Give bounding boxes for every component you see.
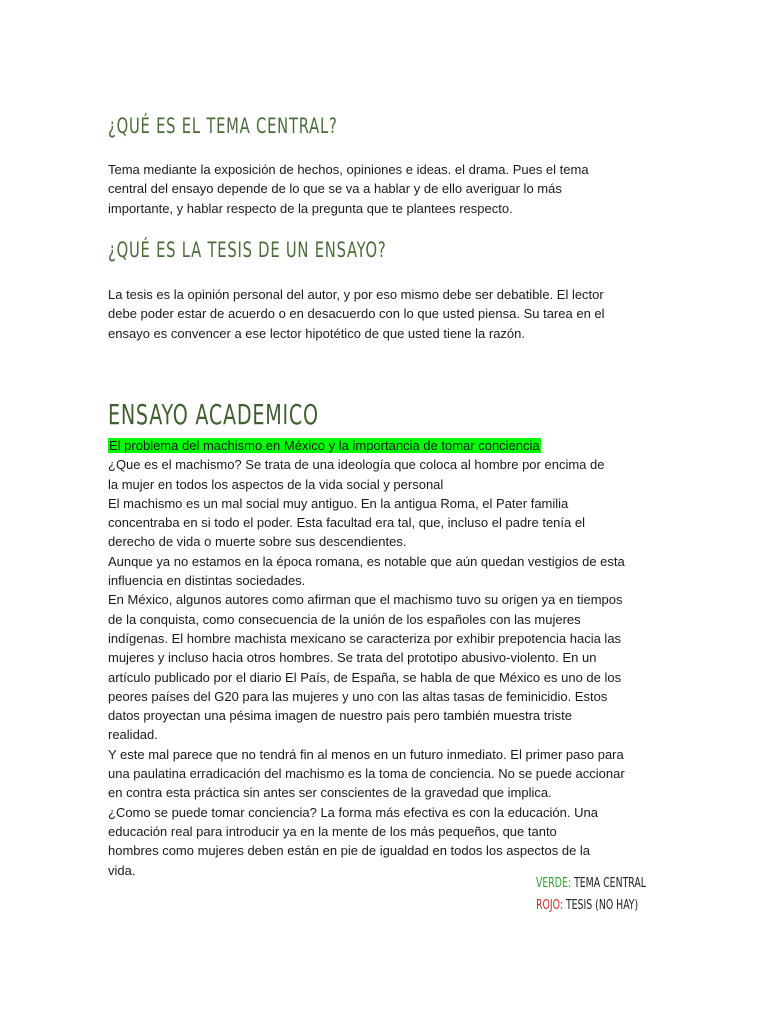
legend-green-key: VERDE: [536,876,572,891]
essay-line: Y este mal parece que no tendrá fin al menos en un futuro inmediato. El primer paso para [108,746,624,762]
paragraph-line: central del ensayo depende de lo que se va a hablar y de ello averiguar lo más [108,181,562,197]
essay-line: vida. [108,862,136,878]
essay-line: concentraba en si todo el poder. Esta facultad era tal, que, incluso el padre tenía el [108,515,585,531]
essay-line: de la conquista, como consecuencia de la unión de los españoles con las mujeres [108,611,581,627]
essay-body [108,436,638,880]
essay-line: en contra esta práctica sin antes ser conscientes de la gravedad que implica. [108,785,552,801]
legend-red-value: TESIS (NO HAY) [565,898,639,913]
legend-red [536,898,638,913]
essay-line: la mujer en todos los aspectos de la vida social y personal [108,476,444,492]
essay-line: peores países del G20 para las mujeres y uno con las altas tasas de feminicidio. Estos [108,688,608,704]
essay-line: derecho de vida o muerte sobre sus descendientes. [108,534,407,550]
essay-line: artículo publicado por el diario El País, de España, se habla de que México es uno de los [108,669,622,685]
essay-highlighted-title: El problema del machismo en México y la importancia de tomar conciencia [109,438,540,453]
essay-line: Aunque ya no estamos en la época romana, es notable que aún quedan vestigios de esta [108,553,625,569]
essay-line: realidad. [108,727,158,743]
essay-heading: ENSAYO ACADEMICO [108,398,319,431]
essay-line: datos proyectan una pésima imagen de nuestro pais pero también muestra triste [108,708,572,724]
legend-green-value: TEMA CENTRAL [574,876,646,891]
section1-paragraph [108,160,638,218]
essay-line: El machismo es un mal social muy antiguo. En la antigua Roma, el Pater familia [108,495,569,511]
essay-line: indígenas. El hombre machista mexicano se caracteriza por exhibir prepotencia hacia las [108,630,622,646]
essay-line: ¿Que es el machismo? Se trata de una ideología que coloca al hombre por encima de [108,457,605,473]
section2-heading: ¿QUÉ ES LA TESIS DE UN ENSAYO? [108,238,387,262]
essay-line: En México, algunos autores como afirman que el machismo tuvo su origen ya en tiempos [108,592,623,608]
paragraph-line: importante, y hablar respecto de la pregunta que te plantees respecto. [108,200,513,216]
essay-line: mujeres y incluso hacia otros hombres. Se trata del prototipo abusivo-violento. En un [108,650,597,666]
section2-paragraph [108,285,638,343]
essay-line: una paulatina erradicación del machismo es la toma de conciencia. No se puede accionar [108,766,625,782]
legend-red-key: ROJO: [536,898,563,913]
essay-line: influencia en distintas sociedades. [108,573,306,589]
essay-line: ¿Como se puede tomar conciencia? La forma más efectiva es con la educación. Una [108,804,598,820]
paragraph-line: La tesis es la opinión personal del autor, y por eso mismo debe ser debatible. El lector [108,287,604,302]
paragraph-line: debe poder estar de acuerdo o en desacuerdo con lo que usted piensa. Su tarea en el [108,306,605,322]
paragraph-line: ensayo es convencer a ese lector hipotético de que usted tiene la razón. [108,325,525,341]
legend-green [536,876,646,891]
essay-line: hombres como mujeres deben están en pie de igualdad en todos los aspectos de la [108,843,591,859]
paragraph-line: Tema mediante la exposición de hechos, opiniones e ideas. el drama. Pues el tema [108,162,589,177]
essay-line: educación real para introducir ya en la mente de los más pequeños, que tanto [108,823,557,839]
section1-heading: ¿QUÉ ES EL TEMA CENTRAL? [108,114,338,138]
